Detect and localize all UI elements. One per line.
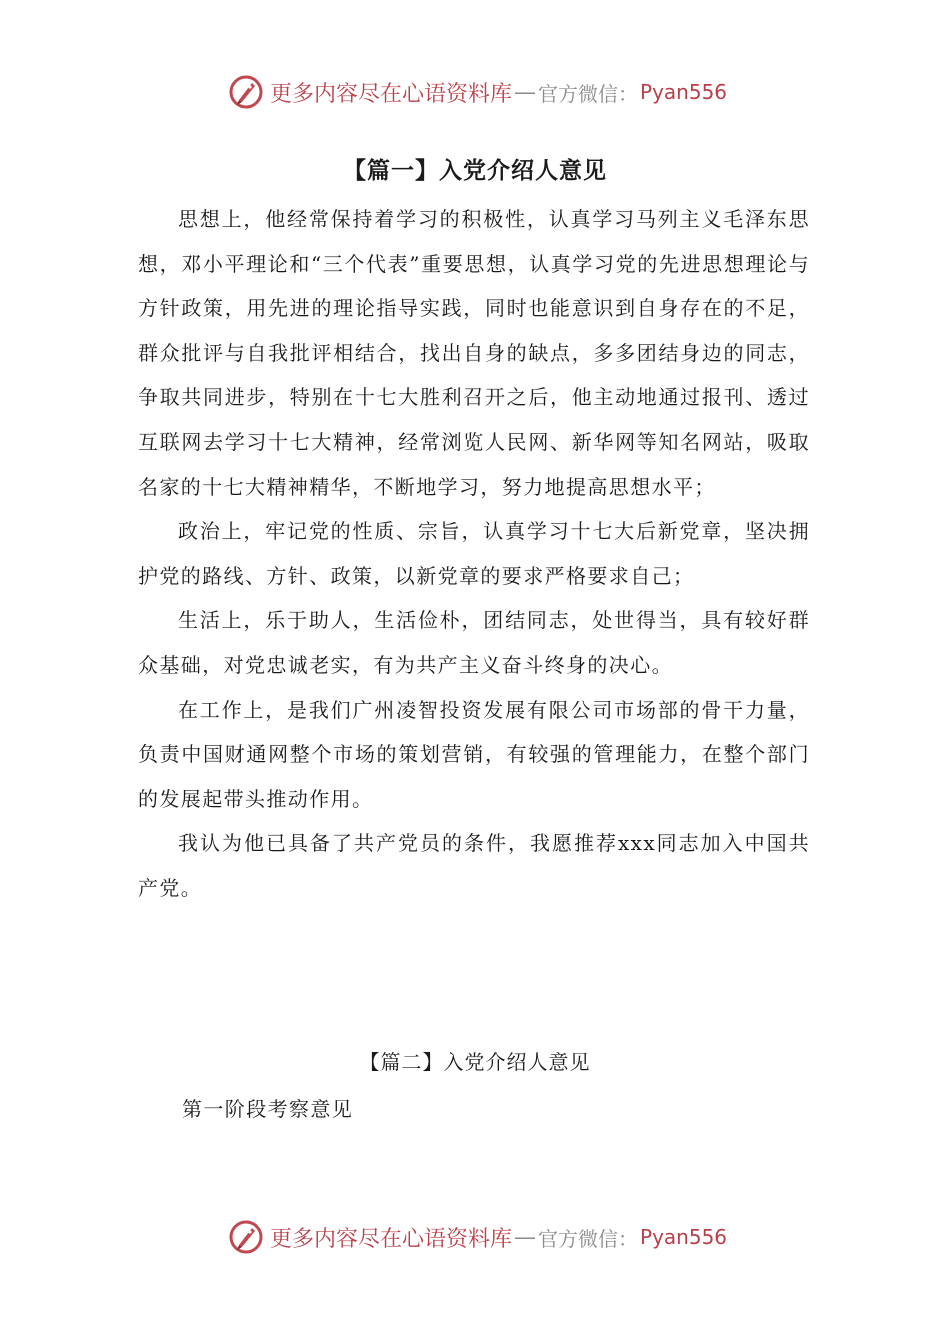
paragraph-life: 生活上，乐于助人，生活俭朴，团结同志，处世得当，具有较好群众基础，对党忠诚老实，有为共产主义奋斗终身的决心。 xyxy=(138,608,810,677)
paragraph-recommendation: 我认为他已具备了共产党员的条件，我愿推荐xxx同志加入中国共产党。 xyxy=(138,831,810,900)
paragraph-work: 在工作上，是我们广州凌智投资发展有限公司市场部的骨干力量，负责中国财通网整个市场的策划营销，有较强的管理能力，在整个部门的发展起带头推动作用。 xyxy=(138,697,810,811)
article-title-1: 【篇一】入党介绍人意见 xyxy=(343,157,607,184)
footer-banner xyxy=(228,1217,728,1257)
paragraph-thought: 思想上，他经常保持着学习的积极性，认真学习马列主义毛泽东思想，邓小平理论和“三个代表”重要思想，认真学习党的先进思想理论与方针政策，用先进的理论指导实践，同时也能意识到自身存在的不足，群众批评与自我批评相结合，找出自身的缺点，多多团结身边的同志，争取共同进步，特别在十七大胜利召开之后，他主动地通过报刊、透过互联网去学习十七大精神，经常浏览人民网、新华网等知名网站，吸取名家的十七大精神精华，不断地学习，努力地提高思想水平； xyxy=(138,207,810,499)
stage-heading: 第一阶段考察意见 xyxy=(182,1097,354,1121)
banner-wechat-id: Pyan556 xyxy=(640,80,728,104)
banner-wechat-label: 官方微信： xyxy=(538,1226,639,1251)
article-title-2: 【篇二】入党介绍人意见 xyxy=(359,1050,591,1074)
article-body-1 xyxy=(138,197,810,911)
banner-separator: — xyxy=(514,79,537,105)
banner-separator: — xyxy=(514,1224,537,1250)
pen-nib-logo-icon xyxy=(228,1219,264,1255)
banner-brand-text: 更多内容尽在心语资料库 xyxy=(270,1226,513,1252)
banner-wechat-label: 官方微信： xyxy=(538,81,639,106)
paragraph-politics: 政治上，牢记党的性质、宗旨，认真学习十七大后新党章，坚决拥护党的路线、方针、政策，以新党章的要求严格要求自己； xyxy=(138,519,810,588)
header-banner xyxy=(228,72,728,112)
banner-wechat-id: Pyan556 xyxy=(640,1225,728,1249)
pen-nib-logo-icon xyxy=(228,74,264,110)
banner-brand-text: 更多内容尽在心语资料库 xyxy=(270,81,513,107)
